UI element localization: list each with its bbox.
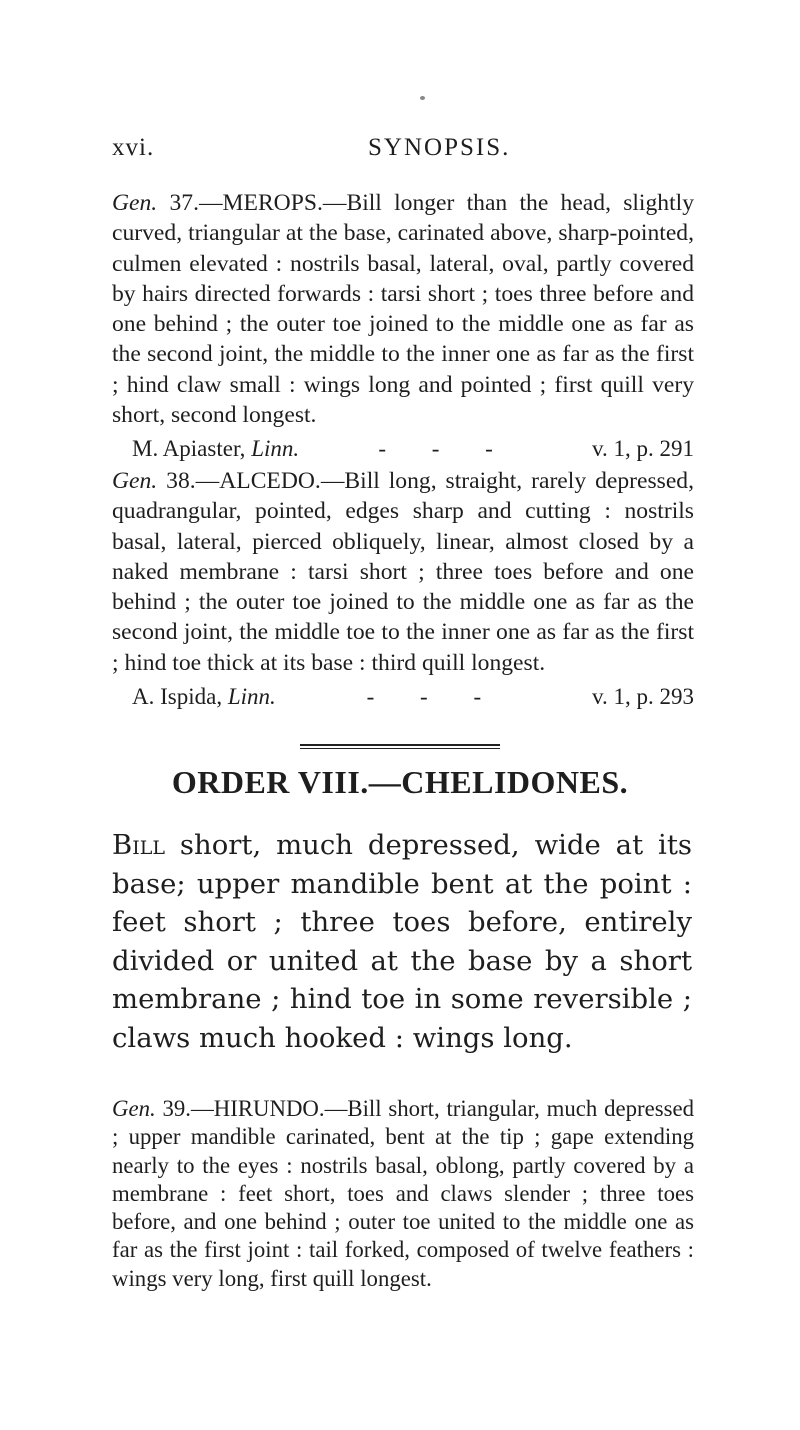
species-reference: v. 1, p. 293 xyxy=(591,684,694,710)
order-first-word: Bill xyxy=(112,829,165,861)
species-authority: Linn. xyxy=(227,684,276,710)
species-name: M. Apiaster, xyxy=(132,436,246,462)
species-leader-dashes: - - - xyxy=(378,436,513,462)
genus-38-text: 38.—ALCEDO.—Bill long, straight, rarely depressed, quadrangular, pointed, edges sharp and cutting : nostrils basal, lateral, pierced obliquely, linear, almost closed by a naked membrane : tarsi short ; three toes before and one behind ; the outer toe joined to the middle one as far as the second joint, the middle toe to the inner one as far as the first ; hind toe thick at its base : third quill longest. xyxy=(112,468,694,676)
genus-label: Gen. xyxy=(112,1096,156,1121)
genus-37-block xyxy=(112,188,694,464)
species-name: A. Ispida, xyxy=(132,684,223,710)
genus-39-text: 39.—HIRUNDO.—Bill short, triangular, much depressed ; upper mandible carinated, bent at the tip ; gape extending nearly to the eyes : nostrils basal, oblong, partly covered by a membrane : feet short, toes and claws slender ; three toes before, and one behind ; outer toe united to the middle one as far as the first joint : tail forked, composed of twelve feathers : wings very long, first quill longest. xyxy=(112,1096,694,1291)
ink-speck xyxy=(420,96,425,100)
genus-label: Gen. xyxy=(112,468,158,494)
genus-label: Gen. xyxy=(112,190,158,216)
species-reference: v. 1, p. 291 xyxy=(591,436,694,462)
order-description-text: short, much depressed, wide at its base; upper mandible bent at the point : feet short ; three toes before, entirely divided or united at the base by a short membrane ; hind toe in some reversible ; claws much hooked : wings long. xyxy=(112,829,692,1054)
species-authority: Linn. xyxy=(251,436,300,462)
section-divider-rule xyxy=(300,744,500,749)
genus-39-description xyxy=(112,1095,694,1293)
page-number: xvi. xyxy=(112,134,155,161)
order-heading: ORDER VIII.—CHELIDONES. xyxy=(171,764,629,800)
species-leader-dashes: - - - xyxy=(366,684,502,710)
species-merops-apiaster xyxy=(112,434,694,464)
order-description xyxy=(112,826,692,1057)
running-title: SYNOPSIS. xyxy=(368,134,511,161)
genus-37-description xyxy=(112,188,694,430)
genus-38-description xyxy=(112,466,694,678)
species-alcedo-ispida xyxy=(112,682,694,712)
genus-37-text: 37.—MEROPS.—Bill longer than the head, slightly curved, triangular at the base, carinated above, sharp-pointed, culmen elevated : nostrils basal, lateral, oval, partly covered by hairs directed forwards : tarsi short ; toes three before and one behind ; the outer toe joined to the middle one as far as the second joint, the middle to the inner one as far as the first ; hind claw small : wings long and pointed ; first quill very short, second longest. xyxy=(112,190,694,429)
genus-38-block xyxy=(112,466,694,712)
running-head xyxy=(0,134,800,174)
